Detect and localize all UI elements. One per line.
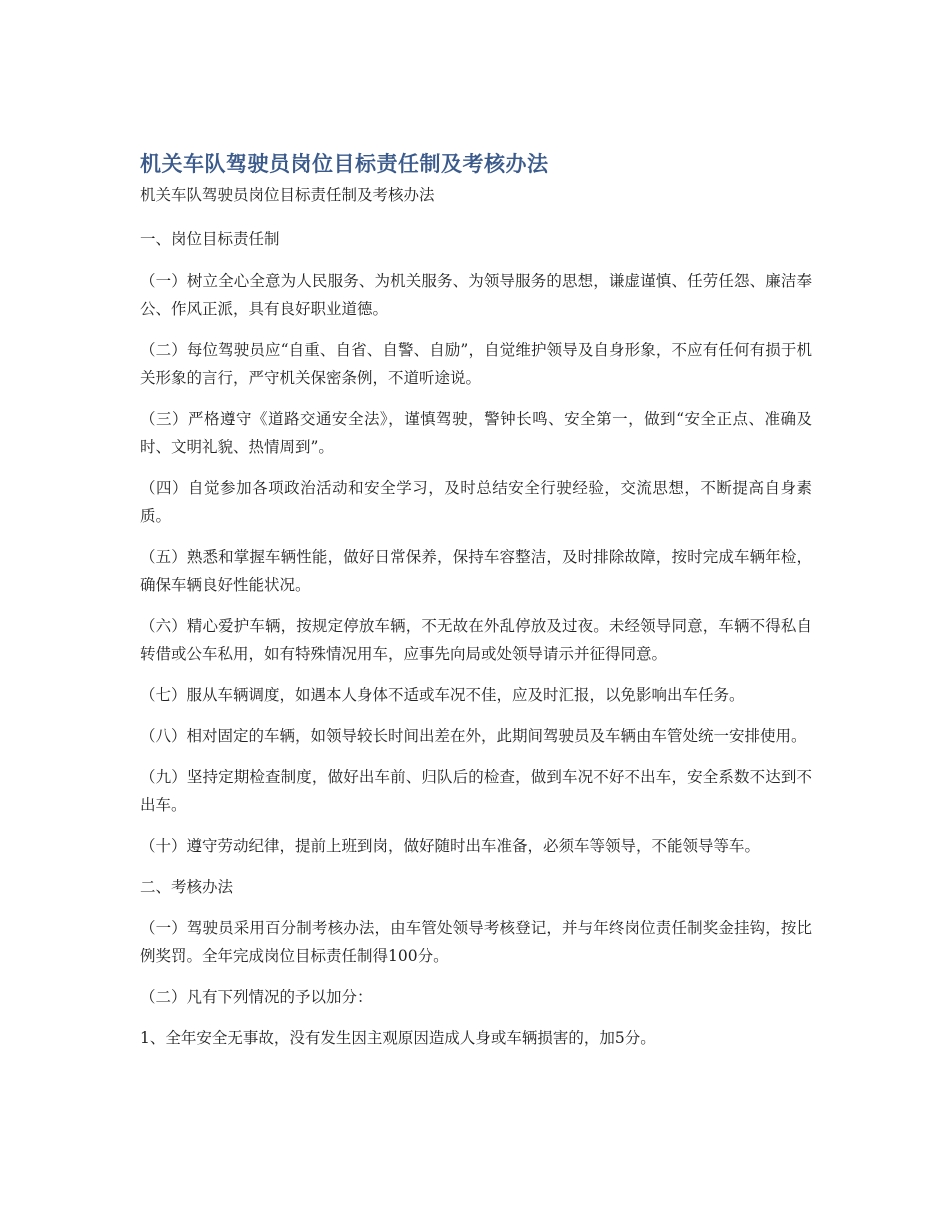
paragraph: （六）精心爱护车辆，按规定停放车辆，不无故在外乱停放及过夜。未经领导同意，车辆不得私自转借或公车私用，如有特殊情况用车，应事先向局或处领导请示并征得同意。 <box>140 617 812 663</box>
paragraph: （二）凡有下列情况的予以加分： <box>140 988 373 1006</box>
paragraph: （九）坚持定期检查制度，做好出车前、归队后的检查，做到车况不好不出车，安全系数不达到不出车。 <box>140 768 812 814</box>
section-heading-responsibility: 一、岗位目标责任制 <box>140 230 280 248</box>
paragraph: （二）每位驾驶员应“自重、自省、自警、自励”，自觉维护领导及自身形象，不应有任何有损于机关形象的言行，严守机关保密条例，不道听途说。 <box>140 341 812 387</box>
paragraph: 1、全年安全无事故，没有发生因主观原因造成人身或车辆损害的，加5分。 <box>140 1029 656 1047</box>
section-heading-assessment: 二、考核办法 <box>140 878 234 896</box>
paragraph: （四）自觉参加各项政治活动和安全学习，及时总结安全行驶经验，交流思想，不断提高自身素质。 <box>140 479 812 525</box>
paragraph: （七）服从车辆调度，如遇本人身体不适或车况不佳，应及时汇报，以免影响出车任务。 <box>140 686 745 704</box>
paragraph: （八）相对固定的车辆，如领导较长时间出差在外，此期间驾驶员及车辆由车管处统一安排使用。 <box>140 727 807 745</box>
paragraph: （一）树立全心全意为人民服务、为机关服务、为领导服务的思想，谦虚谨慎、任劳任怨、廉洁奉公、作风正派，具有良好职业道德。 <box>140 272 812 318</box>
paragraph: （一）驾驶员采用百分制考核办法，由车管处领导考核登记，并与年终岗位责任制奖金挂钩，按比例奖罚。全年完成岗位目标责任制得100分。 <box>140 919 812 965</box>
paragraph: （十）遵守劳动纪律，提前上班到岗，做好随时出车准备，必须车等领导，不能领导等车。 <box>140 837 761 855</box>
document-body <box>140 148 812 1052</box>
document-subtitle: 机关车队驾驶员岗位目标责任制及考核办法 <box>140 186 435 204</box>
paragraph: （五）熟悉和掌握车辆性能，做好日常保养，保持车容整洁，及时排除故障，按时完成车辆年检，确保车辆良好性能状况。 <box>140 548 812 594</box>
document-title: 机关车队驾驶员岗位目标责任制及考核办法 <box>140 152 549 176</box>
paragraph: （三）严格遵守《道路交通安全法》，谨慎驾驶，警钟长鸣、安全第一，做到“安全正点、准确及时、文明礼貌、热情周到”。 <box>140 410 812 456</box>
